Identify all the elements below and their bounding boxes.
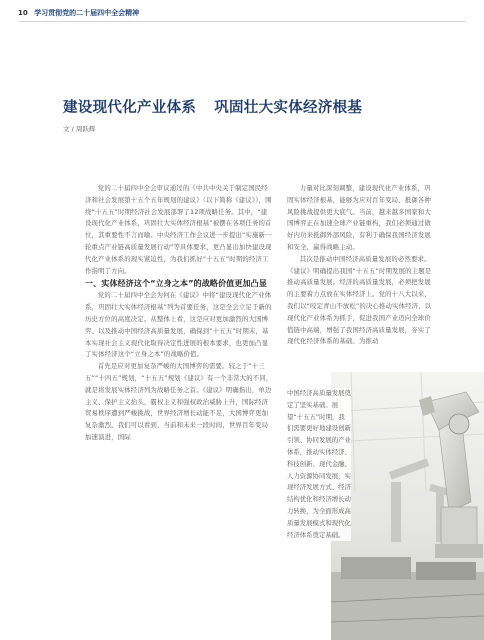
factory-robot-photo: [331, 372, 484, 640]
text-column-right-lower: [287, 388, 351, 541]
text-column-right: [287, 183, 437, 348]
paragraph: 党的二十届四中全会审议通过的《中共中央关于制定国民经济和社会发展第十五个五年规划的建议》（以下简称《建议》），围绕“十五五”时期经济社会发展部署了12项战略任务。其中，“建设现代化产业体系，巩固壮大实体经济根基”被摆在各项任务的首位，其重要性不言而喻。中央经济工作会议进一步提出“实施新一轮重点产业链高质量发展行动”等具体要求，更凸显出加快建设现代化产业体系的现实紧迫性，为我们抓好“十五五”时期的经济工作指明了方向。: [85, 184, 272, 275]
paragraph: 力量对比深刻调整，建设现代化产业体系，巩固实体经济根基，能够为应对百年变局、抵御各种风险挑战提供更大底气。当前，越来越多国家和大国博弈正在加速全球产业链重构，我们必须通过做好内功来抵御外部风险，有利于确保我国经济发展和安全，赢得战略主动。: [287, 184, 431, 251]
paragraph: 党的二十届四中全会为何在《建议》中将“建设现代化产业体系，巩固壮大实体经济根基”列为首要任务，这是全会立足于新的历史方位的高度决定。从整体上看，这是应对更加激烈的大国博弈、以及推动中国经济高质量发展，确保到“十五五”时期末，基本实现社会主义现代化取得决定性进展的根本要求，也更加凸显了实体经济这个“立身之本”的战略价值。: [85, 291, 272, 359]
header-divider: [18, 21, 466, 22]
page-number: 10: [18, 9, 28, 17]
text-column-left: [85, 183, 273, 444]
paragraph: 首先是应对更加复杂严峻的大国博弈的需要。较之于“十三五”“十四五”规划，“十五五”规划《建议》有一个非常大的不同，就是将发展实体经济列为战略任务之首。《建议》明确指出，单边主义、保护主义抬头，霸权主义和强权政治威胁上升，国际经济贸易秩序遭到严峻挑战，世界经济增长动能不足，大国博弈更加复杂激烈。我们可以看到，当前和未来一段时间，世界百年变局加速演进，国际: [85, 362, 273, 441]
article-title-part1: 建设现代化产业体系: [63, 100, 197, 116]
byline: 文 / 周跃辉: [63, 125, 96, 133]
paragraph: 其次是推动中国经济高质量发展的必然要求。《建议》明确提出我国“十五五”时期发展的主题是推动高质量发展。经济的高质量发展，必须把发展的主要着力点放在实体经济上。党的十八大以来，我们以“咬定青山不放松”的决心推动实体经济，以现代化产业体系为抓手，促进我国产业迈向全球价值链中高端，增强了我国经济高质量发展，夯实了现代化经济体系的基础。为推动: [287, 254, 432, 346]
paragraph: 中国经济高质量发展奠定了坚实基础。展望“十五五”时期，我们需要更好地建设创新引领、协同发展的产业体系，推动实体经济、科技创新、现代金融、人力资源协同发展，实现经济发展方式、经济结构优化和经济增长动力转换，为全面形成高质量发展模式和现代化经济体系奠定基础。: [287, 389, 351, 539]
section-heading: 一、实体经济这个“立身之本”的战略价值更加凸显: [85, 279, 267, 289]
article-title: [63, 96, 362, 117]
article-title-part2: 巩固壮大实体经济根基: [214, 100, 363, 116]
section-title: 学习贯彻党的二十届四中全会精神: [34, 9, 140, 17]
page-header: [18, 8, 139, 18]
